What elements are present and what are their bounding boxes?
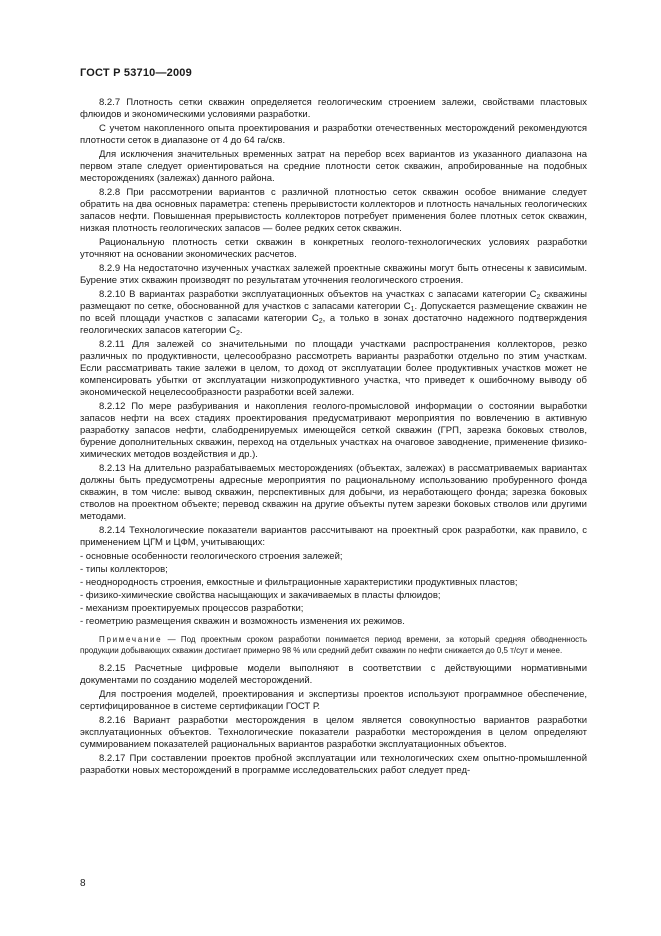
paragraph-8-2-12: 8.2.12 По мере разбуривания и накопления геолого-промысловой информации о состоянии выработки запасов нефти на всех стадиях проектирования предусматривают мероприятия по вовлечению в активную разработку запасов нефти, слабодренируемых имеющейся сеткой скважин (ГРП, зарезка боковых стволов, бурение дополнительных скважин, переход на отдельных участках на очаговое заводнение, применение физико-химических методов воздействия и др.). (80, 401, 587, 460)
paragraph-8-2-14: 8.2.14 Технологические показатели вариантов рассчитывают на проектный срок разработки, как правило, с применением ЦГМ и ЦФМ, учитывающих: (80, 525, 587, 548)
paragraph: Для построения моделей, проектирования и экспертизы проектов используют программное обеспечение, сертифицированное в системе сертификации ГОСТ Р. (80, 689, 587, 712)
page-number: 8 (80, 878, 86, 889)
paragraph: Для исключения значительных временных затрат на перебор всех вариантов из указанного диапазона на первом этапе следует ориентироваться на средние плотности сеток скважин, апробированные на подобных месторождениях (залежах) данного района. (80, 149, 587, 184)
list-item: - неоднородность строения, емкостные и фильтрационные характеристики продуктивных пластов; (80, 577, 518, 588)
paragraph: С учетом накопленного опыта проектирования и разработки отечественных месторождений рекомендуются плотности сеток в диапазоне от 4 до 64 га/скв. (80, 123, 587, 146)
paragraph-8-2-16: 8.2.16 Вариант разработки месторождения в целом является совокупностью вариантов разработки эксплуатационных объектов. Технологические показатели разработки месторождения в целом определяют суммированием показателей рациональных вариантов разработки эксплуатационных объектов. (80, 715, 587, 750)
note-label: Примечание (99, 635, 163, 644)
list-item: - механизм проектируемых процессов разработки; (80, 603, 304, 614)
list-item: - геометрию размещения скважин и возможность изменения их режимов. (80, 616, 405, 627)
note (80, 635, 587, 656)
document-body (80, 97, 587, 779)
list-item: - основные особенности геологического строения залежей; (80, 551, 343, 562)
paragraph-8-2-10: 8.2.10 В вариантах разработки эксплуатационных объектов на участках с запасами категории $С_2$ скважины размещают по сетке, обоснованной для участков с запасами категории $С_1$. Допускается размещение скважин не по всей площади участков с запасами категории $С_2$, а только в зонах достаточно надежного подтверждения геологических запасов категории $С_2$. (80, 289, 588, 337)
paragraph-8-2-13: 8.2.13 На длительно разрабатываемых месторождениях (объектах, залежах) в рассматриваемых вариантах должны быть предусмотрены адресные мероприятия по рациональному использованию пробуренного фонда скважин, в том числе: вывод скважин, перспективных для добычи, из неработающего фонда; зарезка боковых стволов на проектном объекте; перевод скважин на другие объекты путем зарезки боковых стволов или другими методами. (80, 463, 587, 522)
paragraph-8-2-15: 8.2.15 Расчетные цифровые модели выполняют в соответствии с действующими нормативными документами по созданию моделей месторождений. (80, 663, 587, 686)
paragraph-8-2-7: 8.2.7 Плотность сетки скважин определяется геологическим строением залежи, свойствами пластовых флюидов и экономическими условиями разработки. (80, 97, 587, 120)
paragraph: Рациональную плотность сетки скважин в конкретных геолого-технологических условиях разработки уточняют на основании экономических расчетов. (80, 237, 587, 260)
note-text: — Под проектным сроком разработки понимается период времени, за который средняя обводненность продукции добывающих скважин достигает примерно 98 % или средний дебит скважин по нефти снижается до 0,5 т/сут и менее. (80, 635, 587, 655)
list-item: - физико-химические свойства насыщающих и закачиваемых в пласты флюидов; (80, 590, 441, 601)
paragraph-8-2-11: 8.2.11 Для залежей со значительными по площади участками распространения коллекторов, резко различных по продуктивности, целесообразно рассмотреть варианты разработки отдельно по этим участкам. Если рассматривать такие залежи в целом, то доход от эксплуатации более продуктивных участков может не компенсировать убытки от эксплуатации низкопродуктивного участка, что приведет к ошибочному выводу об экономической нецелесообразности разработки всей залежи. (80, 339, 587, 398)
paragraph-8-2-8: 8.2.8 При рассмотрении вариантов с различной плотностью сеток скважин особое внимание следует обратить на два основных параметра: степень прерывистости коллекторов и плотность начальных геологических запасов нефти. Повышенная прерывистость коллекторов потребует применения более плотных сеток скважин, низкая плотность геологических запасов — более редких сеток скважин. (80, 187, 587, 234)
paragraph-8-2-9: 8.2.9 На недостаточно изученных участках залежей проектные скважины могут быть отнесены к зависимым. Бурение этих скважин производят по результатам уточнения геологического строения. (80, 263, 587, 286)
paragraph-8-2-17: 8.2.17 При составлении проектов пробной эксплуатации или технологических схем опытно-промышленной разработки новых месторождений в программе исследовательских работ следует пред- (80, 753, 587, 776)
document-header: ГОСТ Р 53710—2009 (80, 67, 192, 79)
list-item: - типы коллекторов; (80, 564, 168, 575)
